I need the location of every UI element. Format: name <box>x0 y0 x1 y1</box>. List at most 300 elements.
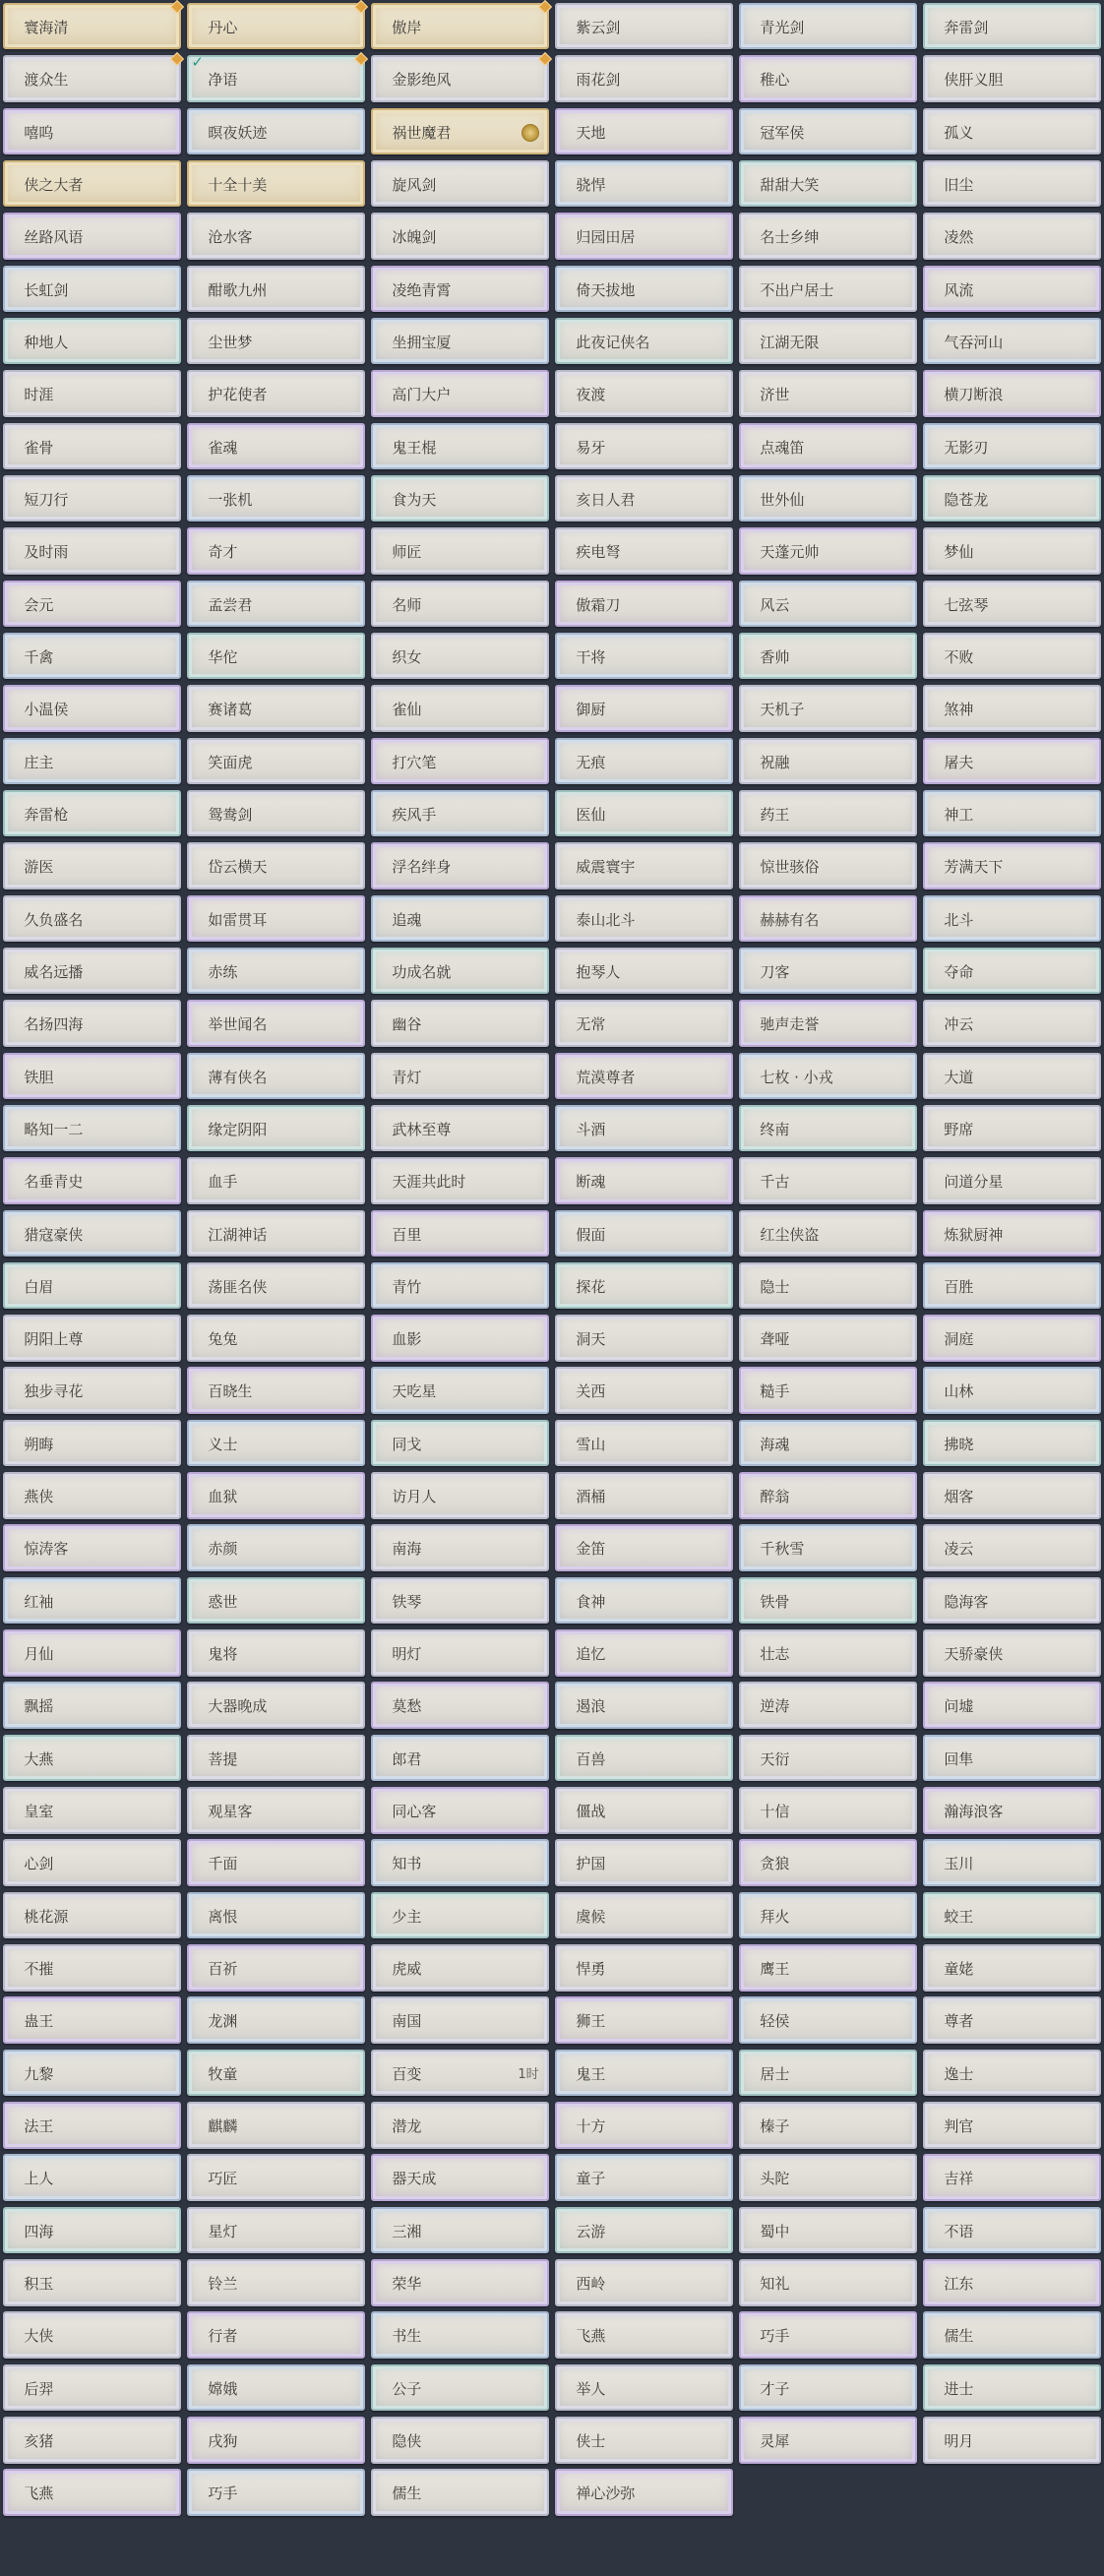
title-tile[interactable] <box>187 1000 364 1046</box>
title-tile[interactable] <box>3 423 180 469</box>
title-tile[interactable] <box>3 213 180 259</box>
title-tile[interactable] <box>555 527 732 574</box>
title-tile[interactable] <box>739 1000 916 1046</box>
title-tile[interactable] <box>3 160 180 207</box>
title-tile[interactable] <box>187 1682 364 1728</box>
title-tile[interactable] <box>371 790 548 836</box>
title-tile[interactable] <box>371 1210 548 1257</box>
title-tile[interactable] <box>3 2364 180 2411</box>
title-tile[interactable] <box>739 108 916 154</box>
title-tile[interactable] <box>371 895 548 942</box>
title-tile[interactable] <box>371 318 548 364</box>
title-tile[interactable] <box>187 1315 364 1361</box>
title-tile[interactable] <box>555 108 732 154</box>
title-tile[interactable] <box>923 1105 1100 1151</box>
title-label: 朔晦 <box>24 1435 54 1453</box>
title-tile[interactable] <box>739 2311 916 2358</box>
title-tile[interactable] <box>555 423 732 469</box>
title-tile[interactable] <box>371 423 548 469</box>
title-tile[interactable] <box>371 108 548 154</box>
title-tile[interactable] <box>3 2469 180 2515</box>
title-tile[interactable] <box>187 1839 364 1885</box>
title-tile[interactable] <box>187 213 364 259</box>
title-tile[interactable] <box>3 2311 180 2358</box>
title-tile[interactable] <box>555 790 732 836</box>
title-tile[interactable] <box>739 1787 916 1833</box>
title-tile[interactable] <box>555 685 732 731</box>
title-tile[interactable] <box>187 2469 364 2515</box>
title-label: 大燕 <box>24 1749 54 1768</box>
title-tile[interactable] <box>739 738 916 784</box>
title-tile[interactable] <box>3 2207 180 2253</box>
title-tile[interactable] <box>187 108 364 154</box>
title-tile[interactable] <box>555 266 732 312</box>
title-tile[interactable] <box>371 948 548 994</box>
title-tile[interactable] <box>371 1053 548 1099</box>
title-tile[interactable] <box>187 160 364 207</box>
title-tile[interactable] <box>923 633 1100 679</box>
title-tile[interactable] <box>555 948 732 994</box>
title-tile[interactable] <box>371 1892 548 1938</box>
title-tile[interactable] <box>187 2311 364 2358</box>
title-tile[interactable] <box>371 527 548 574</box>
title-tile[interactable] <box>3 1839 180 1885</box>
title-tile[interactable] <box>923 738 1100 784</box>
title-tile[interactable] <box>739 1524 916 1570</box>
title-tile[interactable] <box>371 1577 548 1624</box>
title-tile[interactable] <box>923 2154 1100 2200</box>
title-label: 醉翁 <box>760 1488 790 1506</box>
title-tile[interactable] <box>555 1157 732 1203</box>
title-tile[interactable] <box>923 1262 1100 1309</box>
title-tile[interactable] <box>739 1420 916 1466</box>
title-tile[interactable] <box>187 1892 364 1938</box>
title-tile[interactable] <box>739 370 916 416</box>
title-tile[interactable] <box>371 1629 548 1676</box>
title-tile[interactable] <box>739 1105 916 1151</box>
title-tile[interactable] <box>3 370 180 416</box>
title-tile[interactable] <box>739 633 916 679</box>
title-tile[interactable] <box>3 790 180 836</box>
title-tile[interactable] <box>555 2207 732 2253</box>
title-tile[interactable] <box>187 685 364 731</box>
title-tile[interactable] <box>371 160 548 207</box>
title-tile[interactable] <box>371 2207 548 2253</box>
title-tile[interactable] <box>739 790 916 836</box>
title-tile[interactable] <box>923 1472 1100 1518</box>
title-tile[interactable] <box>923 2364 1100 2411</box>
title-tile[interactable] <box>555 1315 732 1361</box>
title-tile[interactable] <box>371 1839 548 1885</box>
title-tile[interactable] <box>739 581 916 627</box>
title-tile[interactable] <box>187 2154 364 2200</box>
title-tile[interactable] <box>187 633 364 679</box>
title-tile[interactable] <box>555 2050 732 2096</box>
title-tile[interactable] <box>923 1053 1100 1099</box>
title-tile[interactable] <box>187 1735 364 1781</box>
title-tile[interactable] <box>3 1577 180 1624</box>
title-tile[interactable] <box>739 1735 916 1781</box>
title-tile[interactable] <box>923 2102 1100 2148</box>
title-tile[interactable] <box>739 2364 916 2411</box>
title-tile[interactable] <box>3 1787 180 1833</box>
title-tile[interactable] <box>923 1892 1100 1938</box>
title-tile[interactable] <box>187 948 364 994</box>
title-tile[interactable] <box>3 318 180 364</box>
title-tile[interactable] <box>187 895 364 942</box>
title-tile[interactable] <box>371 1944 548 1991</box>
title-tile[interactable] <box>739 1472 916 1518</box>
title-tile[interactable] <box>923 1787 1100 1833</box>
title-tile[interactable] <box>187 1944 364 1991</box>
title-label: 祝融 <box>760 753 790 771</box>
title-tile[interactable] <box>371 55 548 101</box>
title-tile[interactable] <box>3 266 180 312</box>
title-tile[interactable] <box>555 55 732 101</box>
title-tile[interactable] <box>187 581 364 627</box>
title-tile[interactable] <box>739 1262 916 1309</box>
title-tile[interactable] <box>371 1472 548 1518</box>
title-tile[interactable] <box>739 1053 916 1099</box>
title-tile[interactable] <box>371 738 548 784</box>
title-tile[interactable] <box>923 1629 1100 1676</box>
title-tile[interactable] <box>371 1315 548 1361</box>
title-tile[interactable] <box>555 1262 732 1309</box>
title-tile[interactable] <box>371 1735 548 1781</box>
title-tile[interactable] <box>923 527 1100 574</box>
title-tile[interactable] <box>555 895 732 942</box>
title-tile[interactable] <box>3 55 180 101</box>
title-tile[interactable] <box>187 1157 364 1203</box>
title-tile[interactable] <box>555 1839 732 1885</box>
title-tile[interactable] <box>371 2154 548 2200</box>
title-tile[interactable] <box>555 318 732 364</box>
title-tile[interactable] <box>923 266 1100 312</box>
title-tile[interactable] <box>3 1629 180 1676</box>
title-tile[interactable] <box>187 1577 364 1624</box>
title-tile[interactable] <box>739 2102 916 2148</box>
title-tile[interactable] <box>187 1367 364 1413</box>
title-tile[interactable] <box>187 1262 364 1309</box>
title-tile[interactable] <box>739 527 916 574</box>
title-tile[interactable] <box>3 2050 180 2096</box>
title-tile[interactable] <box>555 370 732 416</box>
title-tile[interactable] <box>187 2102 364 2148</box>
title-tile[interactable] <box>3 1053 180 1099</box>
title-tile[interactable] <box>187 1472 364 1518</box>
title-tile[interactable] <box>923 1000 1100 1046</box>
title-tile[interactable] <box>371 370 548 416</box>
title-tile[interactable] <box>739 55 916 101</box>
title-tile[interactable] <box>371 1000 548 1046</box>
title-tile[interactable] <box>187 1524 364 1570</box>
title-tile[interactable] <box>923 1577 1100 1624</box>
title-tile[interactable] <box>3 1735 180 1781</box>
title-tile[interactable] <box>555 1735 732 1781</box>
title-tile[interactable] <box>923 1996 1100 2043</box>
title-tile[interactable] <box>555 1420 732 1466</box>
title-tile[interactable] <box>923 790 1100 836</box>
title-tile[interactable] <box>371 842 548 889</box>
title-tile[interactable] <box>371 1262 548 1309</box>
title-tile[interactable] <box>371 1367 548 1413</box>
title-tile[interactable] <box>923 842 1100 889</box>
title-tile[interactable] <box>555 1787 732 1833</box>
title-tile[interactable] <box>3 895 180 942</box>
title-tile[interactable] <box>739 1944 916 1991</box>
title-tile[interactable] <box>371 581 548 627</box>
title-tile[interactable] <box>555 1577 732 1624</box>
title-tile[interactable] <box>187 1420 364 1466</box>
title-tile[interactable] <box>555 2102 732 2148</box>
title-tile[interactable] <box>371 1105 548 1151</box>
title-tile[interactable] <box>739 1839 916 1885</box>
title-tile[interactable] <box>923 160 1100 207</box>
title-tile[interactable] <box>555 475 732 521</box>
title-tile[interactable] <box>923 1367 1100 1413</box>
title-tile[interactable] <box>555 2311 732 2358</box>
title-tile[interactable] <box>3 475 180 521</box>
title-tile[interactable] <box>555 1944 732 1991</box>
title-tile[interactable] <box>923 370 1100 416</box>
title-tile[interactable] <box>187 1105 364 1151</box>
title-tile[interactable] <box>3 1944 180 1991</box>
title-tile[interactable] <box>187 1053 364 1099</box>
title-tile[interactable] <box>371 1787 548 1833</box>
title-tile[interactable] <box>923 1210 1100 1257</box>
title-tile[interactable] <box>187 370 364 416</box>
title-tile[interactable] <box>371 2102 548 2148</box>
title-tile[interactable] <box>187 55 364 101</box>
title-tile[interactable] <box>923 3 1100 49</box>
title-tile[interactable] <box>555 1210 732 1257</box>
title-tile[interactable] <box>923 1735 1100 1781</box>
title-tile[interactable] <box>371 266 548 312</box>
title-tile[interactable] <box>555 2469 732 2515</box>
title-tile[interactable] <box>3 1315 180 1361</box>
title-tile[interactable] <box>187 1210 364 1257</box>
title-tile[interactable] <box>739 213 916 259</box>
title-tile[interactable] <box>371 2364 548 2411</box>
title-label: 凌云 <box>944 1540 974 1559</box>
title-tile[interactable] <box>739 2259 916 2305</box>
title-tile[interactable] <box>371 2311 548 2358</box>
title-tile[interactable] <box>555 2259 732 2305</box>
title-tile[interactable] <box>739 318 916 364</box>
title-tile[interactable] <box>371 1420 548 1466</box>
title-tile[interactable] <box>371 475 548 521</box>
title-tile[interactable] <box>3 1210 180 1257</box>
title-tile[interactable] <box>3 738 180 784</box>
title-tile[interactable] <box>371 2050 548 2096</box>
title-tile[interactable] <box>3 2154 180 2200</box>
gold-seal-icon <box>521 124 539 142</box>
title-tile[interactable] <box>923 1315 1100 1361</box>
title-tile[interactable] <box>555 1996 732 2043</box>
title-tile[interactable] <box>923 55 1100 101</box>
title-label: 洞天 <box>576 1330 606 1349</box>
title-tile[interactable] <box>555 1892 732 1938</box>
title-tile[interactable] <box>555 2364 732 2411</box>
title-tile[interactable] <box>923 685 1100 731</box>
title-tile[interactable] <box>3 1472 180 1518</box>
title-tile[interactable] <box>3 2102 180 2148</box>
title-tile[interactable] <box>923 1420 1100 1466</box>
title-tile[interactable] <box>3 842 180 889</box>
title-tile[interactable] <box>739 3 916 49</box>
title-tile[interactable] <box>371 1157 548 1203</box>
title-tile[interactable] <box>739 2417 916 2463</box>
title-tile[interactable] <box>371 213 548 259</box>
title-tile[interactable] <box>739 895 916 942</box>
title-tile[interactable] <box>187 1787 364 1833</box>
title-tile[interactable] <box>3 1000 180 1046</box>
title-tile[interactable] <box>739 685 916 731</box>
title-tile[interactable] <box>3 2259 180 2305</box>
title-tile[interactable] <box>3 581 180 627</box>
title-tile[interactable] <box>3 1682 180 1728</box>
title-tile[interactable] <box>739 266 916 312</box>
title-tile[interactable] <box>3 1367 180 1413</box>
title-tile[interactable] <box>923 318 1100 364</box>
title-tile[interactable] <box>555 633 732 679</box>
title-tile[interactable] <box>3 685 180 731</box>
title-tile[interactable] <box>3 1420 180 1466</box>
title-tile[interactable] <box>555 1367 732 1413</box>
title-tile[interactable] <box>739 475 916 521</box>
title-tile[interactable] <box>555 1524 732 1570</box>
title-tile[interactable] <box>555 1105 732 1151</box>
title-tile[interactable] <box>739 2154 916 2200</box>
title-tile[interactable] <box>3 1524 180 1570</box>
title-tile[interactable] <box>3 1105 180 1151</box>
title-tile[interactable] <box>923 1839 1100 1885</box>
title-tile[interactable] <box>923 581 1100 627</box>
title-tile[interactable] <box>3 1892 180 1938</box>
title-tile[interactable] <box>187 842 364 889</box>
title-tile[interactable] <box>739 1629 916 1676</box>
title-tile[interactable] <box>739 1315 916 1361</box>
title-tile[interactable] <box>187 318 364 364</box>
title-tile[interactable] <box>923 475 1100 521</box>
title-tile[interactable] <box>3 633 180 679</box>
title-tile[interactable] <box>555 213 732 259</box>
title-tile[interactable] <box>3 1262 180 1309</box>
title-tile[interactable] <box>555 2417 732 2463</box>
title-tile[interactable] <box>187 738 364 784</box>
title-tile[interactable] <box>371 1524 548 1570</box>
title-tile[interactable] <box>3 3 180 49</box>
title-tile[interactable] <box>739 1892 916 1938</box>
title-tile[interactable] <box>739 1210 916 1257</box>
title-tile[interactable] <box>555 1000 732 1046</box>
title-tile[interactable] <box>555 842 732 889</box>
title-tile[interactable] <box>371 2259 548 2305</box>
title-tile[interactable] <box>923 423 1100 469</box>
title-tile[interactable] <box>923 1524 1100 1570</box>
title-tile[interactable] <box>739 2207 916 2253</box>
title-tile[interactable] <box>739 948 916 994</box>
title-label: 赤颜 <box>208 1540 238 1559</box>
title-tile[interactable] <box>923 1157 1100 1203</box>
title-tile[interactable] <box>923 1682 1100 1728</box>
title-tile[interactable] <box>923 1944 1100 1991</box>
title-tile[interactable] <box>371 633 548 679</box>
title-tile[interactable] <box>187 790 364 836</box>
title-tile[interactable] <box>555 160 732 207</box>
title-label: 打穴笔 <box>392 753 437 771</box>
title-tile[interactable] <box>555 2154 732 2200</box>
title-tile[interactable] <box>3 2417 180 2463</box>
title-tile[interactable] <box>555 1629 732 1676</box>
title-tile[interactable] <box>739 160 916 207</box>
title-tile[interactable] <box>371 1682 548 1728</box>
title-tile[interactable] <box>3 948 180 994</box>
title-tile[interactable] <box>371 685 548 731</box>
title-tile[interactable] <box>739 1996 916 2043</box>
title-tile[interactable] <box>923 108 1100 154</box>
title-tile[interactable] <box>3 527 180 574</box>
title-tile[interactable] <box>555 3 732 49</box>
title-tile[interactable] <box>555 581 732 627</box>
title-tile[interactable] <box>187 423 364 469</box>
title-tile[interactable] <box>739 1157 916 1203</box>
title-tile[interactable] <box>187 2207 364 2253</box>
title-label: 一张机 <box>208 490 253 509</box>
title-tile[interactable] <box>187 3 364 49</box>
title-tile[interactable] <box>187 2364 364 2411</box>
title-tile[interactable] <box>371 3 548 49</box>
title-tile[interactable] <box>739 1682 916 1728</box>
title-tile[interactable] <box>555 1053 732 1099</box>
title-label: 儒生 <box>944 2327 974 2346</box>
title-tile[interactable] <box>371 2417 548 2463</box>
title-tile[interactable] <box>187 2050 364 2096</box>
title-tile[interactable] <box>3 108 180 154</box>
title-tile[interactable] <box>923 2417 1100 2463</box>
title-tile[interactable] <box>923 2259 1100 2305</box>
title-tile[interactable] <box>555 1682 732 1728</box>
title-label: 鬼王棍 <box>392 438 437 457</box>
title-tile[interactable] <box>739 1367 916 1413</box>
title-tile[interactable] <box>555 1472 732 1518</box>
title-tile[interactable] <box>739 2050 916 2096</box>
title-tile[interactable] <box>923 2311 1100 2358</box>
title-tile[interactable] <box>739 842 916 889</box>
title-tile[interactable] <box>371 2469 548 2515</box>
title-tile[interactable] <box>923 2207 1100 2253</box>
title-tile[interactable] <box>923 895 1100 942</box>
title-tile[interactable] <box>371 1996 548 2043</box>
title-tile[interactable] <box>923 213 1100 259</box>
title-tile[interactable] <box>187 475 364 521</box>
title-tile[interactable] <box>3 1157 180 1203</box>
title-label: 兔兔 <box>208 1330 238 1349</box>
title-tile[interactable] <box>555 738 732 784</box>
title-label: 傲岸 <box>392 18 422 36</box>
title-tile[interactable] <box>923 948 1100 994</box>
title-tile[interactable] <box>739 423 916 469</box>
title-tile[interactable] <box>187 2417 364 2463</box>
title-tile[interactable] <box>187 2259 364 2305</box>
title-tile[interactable] <box>187 1629 364 1676</box>
title-tile[interactable] <box>187 527 364 574</box>
title-tile[interactable] <box>923 2050 1100 2096</box>
title-tile[interactable] <box>3 1996 180 2043</box>
title-tile[interactable] <box>187 266 364 312</box>
title-tile[interactable] <box>187 1996 364 2043</box>
title-tile[interactable] <box>739 1577 916 1624</box>
